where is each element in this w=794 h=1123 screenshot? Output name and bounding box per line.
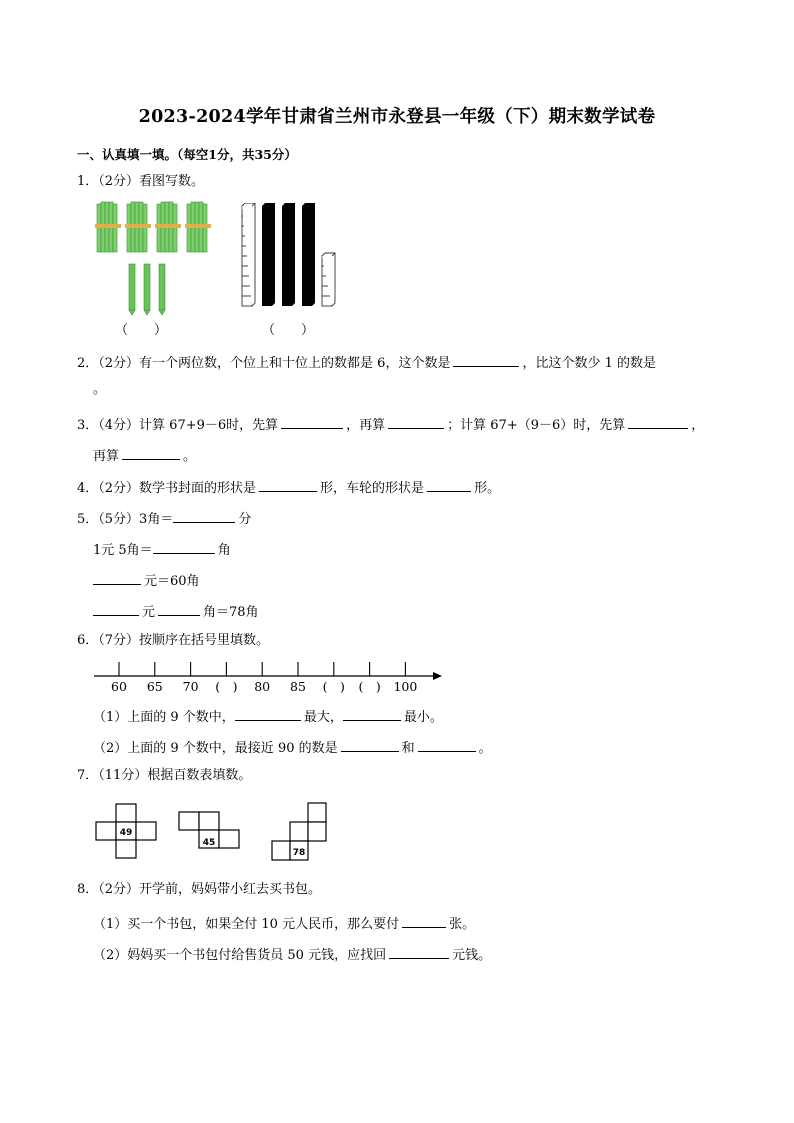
question-6-text: 。: [478, 741, 492, 756]
question-4-text: 形。: [474, 481, 501, 496]
question-3-text: ；计算 67+（9－6）时，先算: [447, 418, 626, 433]
answer-blank[interactable]: [93, 570, 141, 585]
question-5-text: 1元 5角＝: [93, 543, 153, 558]
question-3-text: ，: [691, 418, 705, 433]
question-5-text: 元: [142, 605, 156, 620]
number-line: [92, 656, 444, 698]
number-line-label: ( ): [358, 679, 381, 694]
hundred-chart-shape-b: [177, 810, 247, 858]
answer-blank[interactable]: [235, 706, 301, 721]
question-5-text: 角: [217, 543, 231, 558]
answer-blank[interactable]: [122, 445, 180, 460]
question-2-text: ，比这个数少 1 的数是: [522, 356, 656, 371]
question-5-line1: [77, 508, 251, 529]
cell-value: 45: [202, 838, 216, 848]
question-8-text: 元钱。: [452, 948, 492, 963]
answer-blank[interactable]: [388, 414, 444, 429]
number-line-label: ( ): [215, 679, 238, 694]
bundles-of-sticks-figure: [95, 198, 220, 318]
question-6-stem: 6．（7分）按顺序在括号里填数。: [77, 633, 270, 648]
question-5-text: 元＝60角: [144, 574, 200, 589]
hundred-chart-shape-c: [270, 801, 330, 863]
answer-blank[interactable]: [93, 601, 139, 616]
page-title: 2023-2024学年甘肃省兰州市永登县一年级（下）期末数学试卷: [138, 107, 656, 127]
cell-value: 78: [292, 848, 306, 858]
number-line-label: 60: [111, 679, 127, 694]
counting-cubes-figure: [240, 203, 340, 309]
question-6-text: 和: [401, 741, 415, 756]
question-6-text: （1）上面的 9 个数中，: [93, 710, 235, 725]
number-line-label: ( ): [322, 679, 345, 694]
question-8-text: （1）买一个书包，如果全付 10 元人民币，那么要付: [93, 917, 400, 932]
answer-blank[interactable]: [173, 508, 235, 523]
answer-blank[interactable]: [341, 737, 399, 752]
question-2-text: 2．（2分）有一个两位数，个位上和十位上的数都是 6，这个数是: [77, 356, 451, 371]
number-line-label: 85: [290, 679, 306, 694]
question-8-sub1: [93, 913, 475, 934]
hundred-chart-cross-a: [94, 802, 162, 862]
cell-value: 49: [119, 828, 133, 838]
question-5-line2: [93, 539, 231, 560]
question-5-text: 5．（5分）3角＝: [77, 512, 174, 527]
answer-blank[interactable]: [158, 601, 200, 616]
number-line-label: 70: [182, 679, 199, 694]
question-1-stem: 1．（2分）看图写数。: [77, 174, 205, 189]
answer-blank[interactable]: [628, 414, 688, 429]
answer-blank[interactable]: [281, 414, 343, 429]
question-6-sub1: [93, 706, 443, 727]
answer-blank[interactable]: [259, 477, 317, 492]
answer-blank[interactable]: [153, 539, 215, 554]
question-3-text: ，再算: [346, 418, 386, 433]
answer-blank[interactable]: [389, 944, 449, 959]
question-3-text: 。: [183, 449, 197, 464]
question-4-text: 形，车轮的形状是: [320, 481, 425, 496]
question-5-line3: [93, 570, 200, 591]
question-3-text: 再算: [93, 449, 120, 464]
section-heading: 一、认真填一填。（每空1分，共35分）: [77, 147, 297, 162]
answer-blank[interactable]: [427, 477, 471, 492]
question-8-text: （2）妈妈买一个书包付给售货员 50 元钱，应找回: [93, 948, 387, 963]
answer-blank[interactable]: [402, 913, 446, 928]
number-line-label: 80: [254, 679, 271, 694]
answer-blank[interactable]: [343, 706, 401, 721]
question-6-sub2: [93, 737, 492, 758]
question-3: [77, 414, 704, 435]
question-8-sub2: [93, 944, 491, 965]
answer-paren-b: （ ）: [262, 323, 315, 338]
question-8-stem: 8．（2分）开学前，妈妈带小红去买书包。: [77, 882, 322, 897]
question-5-text: 分: [238, 512, 252, 527]
question-6-text: 最大，: [303, 710, 343, 725]
question-3-line2: [93, 445, 196, 466]
answer-paren-a: （ ）: [115, 323, 168, 338]
question-5-line4: [93, 601, 259, 622]
number-line-label: 100: [393, 679, 418, 694]
question-8-text: 张。: [449, 917, 476, 932]
answer-blank[interactable]: [453, 352, 519, 367]
answer-blank[interactable]: [418, 737, 476, 752]
question-5-text: 角＝78角: [203, 605, 259, 620]
question-2-end: 。: [93, 382, 107, 397]
question-3-text: 3．（4分）计算 67+9－6时，先算: [77, 418, 279, 433]
question-7-stem: 7．（11分）根据百数表填数。: [77, 768, 252, 783]
question-6-text: （2）上面的 9 个数中，最接近 90 的数是: [93, 741, 338, 756]
question-4-text: 4．（2分）数学书封面的形状是: [77, 481, 257, 496]
question-4: [77, 477, 500, 498]
question-2: [77, 352, 656, 373]
question-6-text: 最小。: [403, 710, 443, 725]
number-line-label: 65: [146, 679, 163, 694]
